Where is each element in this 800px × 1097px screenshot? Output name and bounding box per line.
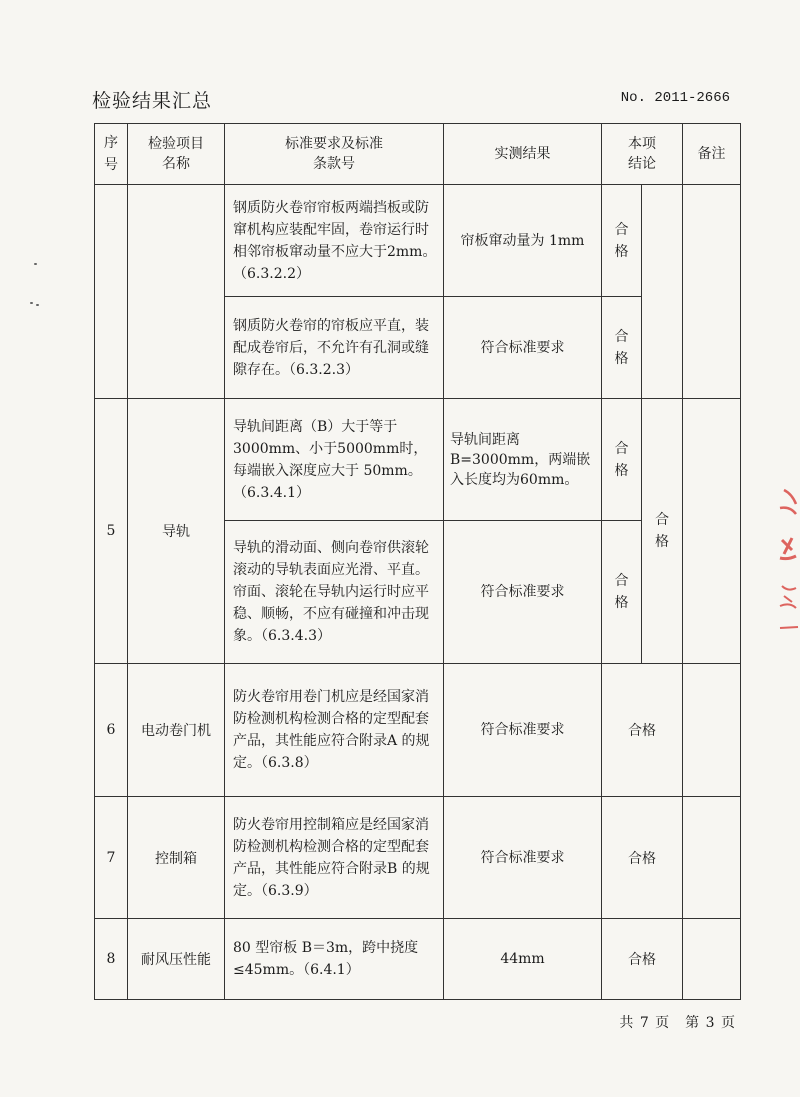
row-conclusion: 合格 — [602, 664, 683, 797]
header-row — [95, 124, 741, 185]
row-item: 控制箱 — [128, 797, 225, 919]
row-remark — [683, 797, 741, 919]
row-conclusion: 合格 — [602, 919, 683, 1000]
document-number: No. 2011-2666 — [620, 90, 730, 106]
row-item: 耐风压性能 — [128, 919, 225, 1000]
row-conclusion: 合格 — [614, 573, 629, 611]
table-row — [95, 664, 741, 797]
row-no: 6 — [95, 664, 128, 797]
row-measured: 符合标准要求 — [444, 297, 602, 399]
row-requirement: 钢质防火卷帘的帘板应平直，装配成卷帘后，不允许有孔洞或缝隙存在。（6.3.2.3） — [225, 297, 444, 399]
row-requirement: 钢质防火卷帘帘板两端挡板或防窜机构应装配牢固，卷帘运行时相邻帘板窜动量不应大于2mm。（6.3.2.2） — [225, 185, 444, 297]
scan-speck — [30, 302, 33, 304]
row-measured: 帘板窜动量为 1mm — [444, 185, 602, 297]
row-no: 8 — [95, 919, 128, 1000]
red-seal-fragment — [774, 478, 800, 638]
col-header-no: 序号 — [104, 135, 118, 173]
col-header-item: 检验项目名称 — [148, 136, 204, 172]
page-number: 共 7 页 第 3 页 — [619, 1015, 736, 1031]
table-row — [95, 797, 741, 919]
col-header-remark: 备注 — [683, 124, 741, 185]
row-remark — [683, 664, 741, 797]
scan-speck — [34, 263, 37, 265]
col-header-measured: 实测结果 — [444, 124, 602, 185]
row-item: 电动卷门机 — [128, 664, 225, 797]
row-measured: 符合标准要求 — [444, 797, 602, 919]
row-measured: 符合标准要求 — [444, 664, 602, 797]
row-measured: 44mm — [444, 919, 602, 1000]
col-header-standard: 标准要求及标准条款号 — [285, 136, 383, 172]
scan-speck — [36, 304, 39, 306]
table-row — [95, 185, 741, 297]
page-title: 检验结果汇总 — [92, 90, 213, 112]
row-conclusion: 合格 — [614, 328, 629, 367]
row-measured: 导轨间距离 B=3000mm，两端嵌入长度均为60mm。 — [444, 399, 602, 521]
row-conclusion: 合格 — [614, 221, 629, 260]
row-requirement: 导轨的滑动面、侧向卷帘供滚轮滚动的导轨表面应光滑、平直。帘面、滚轮在导轨内运行时应平稳、顺畅，不应有碰撞和冲击现象。（6.3.4.3） — [225, 521, 444, 664]
row-requirement: 防火卷帘用卷门机应是经国家消防检测机构检测合格的定型配套产品，其性能应符合附录A 的规定。（6.3.8） — [225, 664, 444, 797]
table-row — [95, 399, 741, 521]
row-requirement: 防火卷帘用控制箱应是经国家消防检测机构检测合格的定型配套产品，其性能应符合附录B 的规定。（6.3.9） — [225, 797, 444, 919]
table-row — [95, 919, 741, 1000]
row-remark — [683, 185, 741, 399]
group-conclusion-cell — [642, 185, 683, 399]
row-conclusion: 合格 — [602, 797, 683, 919]
row-item-cell — [128, 185, 225, 399]
row-requirement: 导轨间距离（B）大于等于3000mm、小于5000mm时，每端嵌入深度应大于 50mm。（6.3.4.1） — [225, 399, 444, 521]
results-table — [94, 123, 741, 1000]
row-item: 导轨 — [128, 399, 225, 664]
row-conclusion: 合格 — [614, 440, 629, 479]
row-measured: 符合标准要求 — [444, 521, 602, 664]
row-no: 5 — [95, 399, 128, 664]
row-requirement: 80 型帘板 B＝3m，跨中挠度≤45mm。（6.4.1） — [225, 919, 444, 1000]
row-remark — [683, 919, 741, 1000]
col-header-conclusion: 本项结论 — [628, 136, 656, 172]
row-no: 7 — [95, 797, 128, 919]
row-remark — [683, 399, 741, 664]
row-no-cell — [95, 185, 128, 399]
group-conclusion: 合格 — [655, 512, 669, 550]
